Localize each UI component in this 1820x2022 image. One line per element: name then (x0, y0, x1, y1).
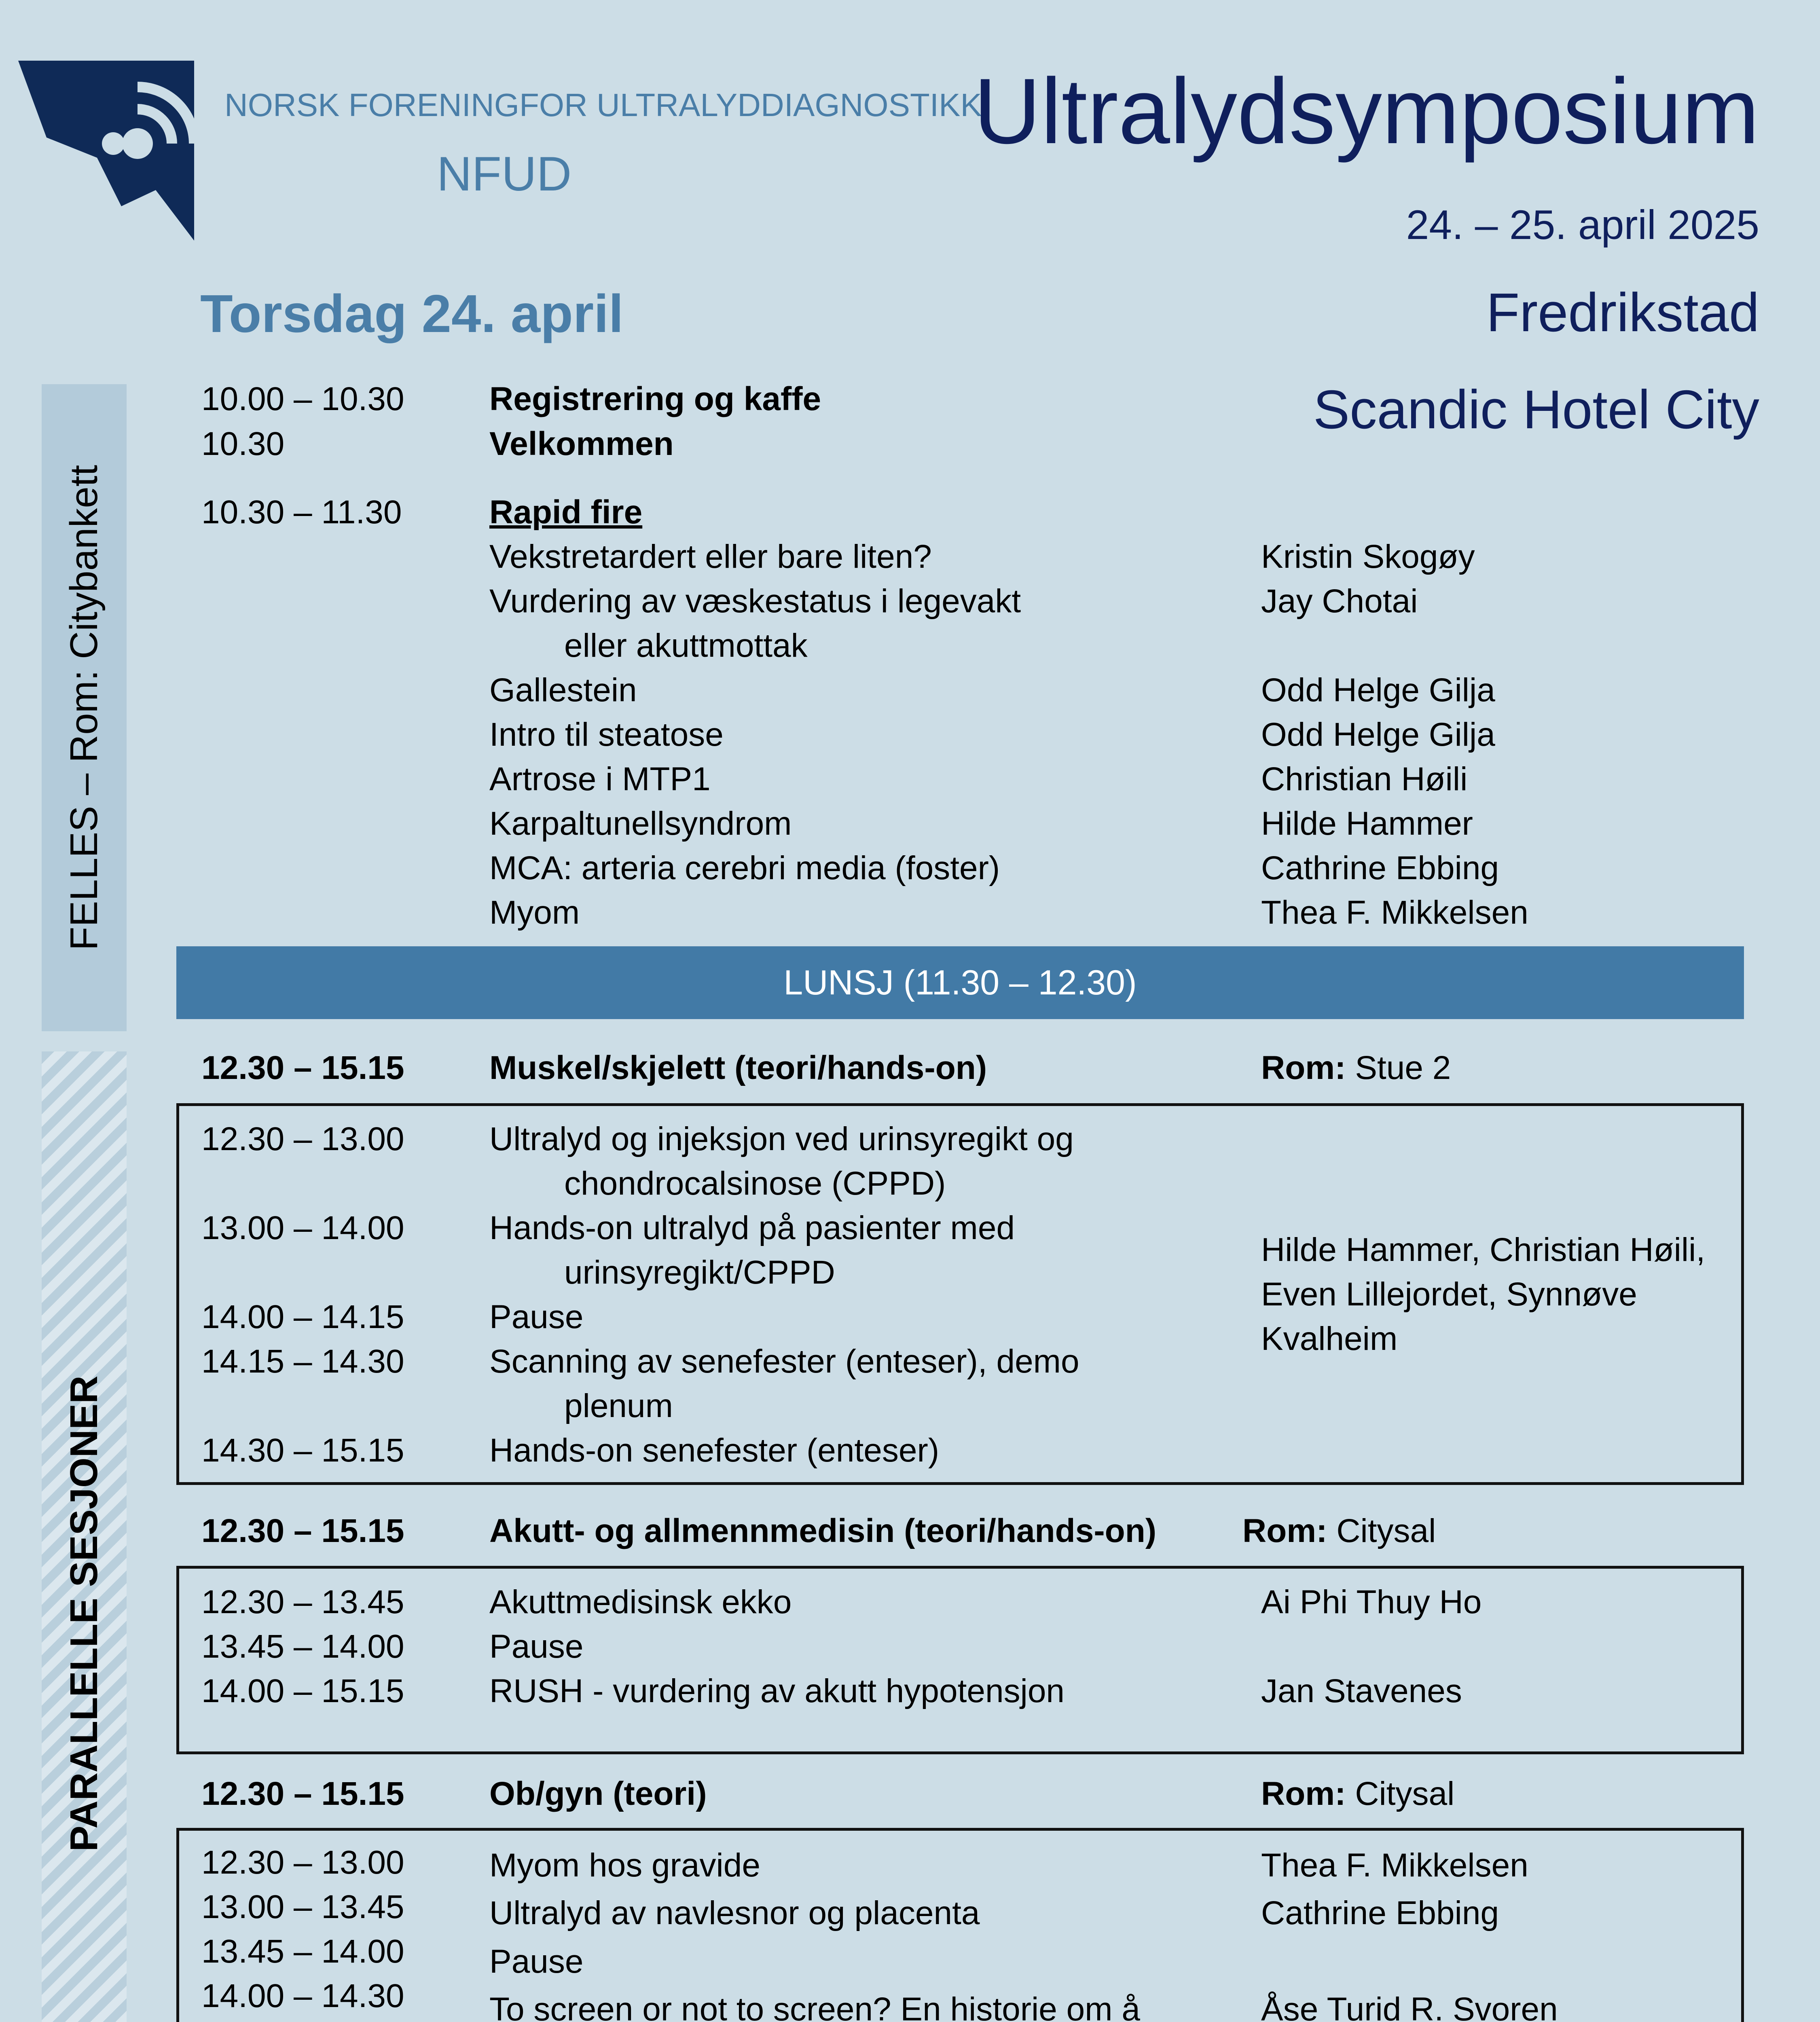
talk-speaker: Cathrine Ebbing (1261, 850, 1499, 886)
session-time: 12.30 – 15.15 (201, 1512, 404, 1549)
talk-title: Vurdering av væskestatus i legevakt (489, 583, 1021, 620)
row-title: Pause (489, 1628, 584, 1665)
title-rapid-fire: Rapid fire (489, 494, 643, 531)
row-time: 12.30 – 13.00 (201, 1844, 404, 1881)
row-time: 14.00 – 15.15 (201, 1673, 404, 1709)
row-speaker: Ai Phi Thuy Ho (1261, 1584, 1482, 1620)
event-city: Fredrikstad (1486, 282, 1759, 343)
time-registrering: 10.00 – 10.30 (201, 381, 404, 417)
row-title-cont: chondrocalsinose (CPPD) (564, 1165, 946, 1202)
session-time: 12.30 – 15.15 (201, 1775, 404, 1812)
session-room: Rom: Stue 2 (1261, 1049, 1451, 1086)
row-title: Pause (489, 1943, 584, 1980)
row-title: Hands-on senefester (enteser) (489, 1432, 940, 1469)
row-time: 12.30 – 13.45 (201, 1584, 404, 1620)
title-velkommen: Velkommen (489, 425, 674, 462)
session-time: 12.30 – 15.15 (201, 1049, 404, 1086)
talk-speaker: Kristin Skogøy (1261, 538, 1475, 575)
row-title: Pause (489, 1299, 584, 1335)
org-name: NORSK FORENINGFOR ULTRALYDDIAGNOSTIKK (224, 87, 982, 123)
row-title: Scanning av senefester (enteser), demo (489, 1343, 1079, 1380)
talk-title: Karpaltunellsyndrom (489, 805, 792, 842)
sidebar-felles-rom (42, 384, 127, 1031)
speakers-line: Even Lillejordet, Synnøve (1261, 1276, 1637, 1313)
row-speaker: Cathrine Ebbing (1261, 1895, 1499, 1931)
row-time: 12.30 – 13.00 (201, 1121, 404, 1157)
title-registrering: Registrering og kaffe (489, 381, 821, 417)
page-title: Ultralydsymposium (973, 59, 1759, 163)
sidebar-parallelle-label: PARALLELLE SESJONER (62, 1375, 106, 1852)
row-time: 13.00 – 13.45 (201, 1889, 404, 1925)
row-title: To screen or not to screen? En historie om å (489, 1991, 1140, 2022)
talk-speaker: Christian Høili (1261, 761, 1468, 797)
talk-speaker: Odd Helge Gilja (1261, 716, 1495, 753)
sidebar-parallelle (42, 1051, 127, 2022)
row-time: 14.30 – 15.15 (201, 1432, 404, 1469)
talk-title: Artrose i MTP1 (489, 761, 711, 797)
row-title: Myom hos gravide (489, 1847, 760, 1884)
session-title: Ob/gyn (teori) (489, 1775, 707, 1812)
speakers-line: Hilde Hammer, Christian Høili, (1261, 1231, 1706, 1268)
row-title: Akuttmedisinsk ekko (489, 1584, 792, 1620)
talk-speaker: Hilde Hammer (1261, 805, 1473, 842)
row-speaker: Thea F. Mikkelsen (1261, 1847, 1528, 1884)
talk-speaker: Odd Helge Gilja (1261, 672, 1495, 709)
row-speaker: Åse Turid R. Svoren (1261, 1991, 1558, 2022)
row-title: Hands-on ultralyd på pasienter med (489, 1210, 1015, 1246)
lunch-bar: LUNSJ (11.30 – 12.30) (176, 946, 1744, 1019)
event-venue: Scandic Hotel City (1313, 379, 1759, 440)
event-dates: 24. – 25. april 2025 (1406, 202, 1759, 248)
row-time: 13.45 – 14.00 (201, 1628, 404, 1665)
row-time: 14.00 – 14.30 (201, 1978, 404, 2014)
row-time: 14.00 – 14.15 (201, 1299, 404, 1335)
talk-title: Gallestein (489, 672, 637, 709)
row-title-cont: urinsyregikt/CPPD (564, 1254, 835, 1291)
session-room: Rom: Citysal (1242, 1512, 1436, 1549)
speakers-line: Kvalheim (1261, 1320, 1398, 1357)
session-room: Rom: Citysal (1261, 1775, 1455, 1812)
talk-speaker: Thea F. Mikkelsen (1261, 894, 1528, 931)
talk-title: Intro til steatose (489, 716, 724, 753)
row-time: 13.00 – 14.00 (201, 1210, 404, 1246)
row-speaker: Jan Stavenes (1261, 1673, 1462, 1709)
row-title-cont: plenum (564, 1387, 673, 1424)
talk-title: Vekstretardert eller bare liten? (489, 538, 932, 575)
talk-speaker: Jay Chotai (1261, 583, 1418, 620)
sidebar-felles-rom-label: FELLES – Rom: Citybankett (62, 465, 106, 951)
time-rapid-fire: 10.30 – 11.30 (201, 494, 402, 531)
row-title: RUSH - vurdering av akutt hypotensjon (489, 1673, 1065, 1709)
talk-title: MCA: arteria cerebri media (foster) (489, 850, 1000, 886)
row-title: Ultralyd av navlesnor og placenta (489, 1895, 980, 1931)
row-time: 14.15 – 14.30 (201, 1343, 404, 1380)
session-title: Muskel/skjelett (teori/hands-on) (489, 1049, 987, 1086)
time-velkommen: 10.30 (201, 425, 285, 462)
talk-title: Myom (489, 894, 580, 931)
row-time: 13.45 – 14.00 (201, 1933, 404, 1970)
org-abbreviation: NFUD (437, 147, 572, 201)
day-heading: Torsdag 24. april (200, 284, 624, 343)
row-title: Ultralyd og injeksjon ved urinsyregikt og (489, 1121, 1074, 1157)
session-box-akutt (176, 1566, 1744, 1754)
session-title: Akutt- og allmennmedisin (teori/hands-on) (489, 1512, 1157, 1549)
nfud-logo (16, 57, 198, 243)
talk-title-cont: eller akuttmottak (564, 627, 808, 664)
